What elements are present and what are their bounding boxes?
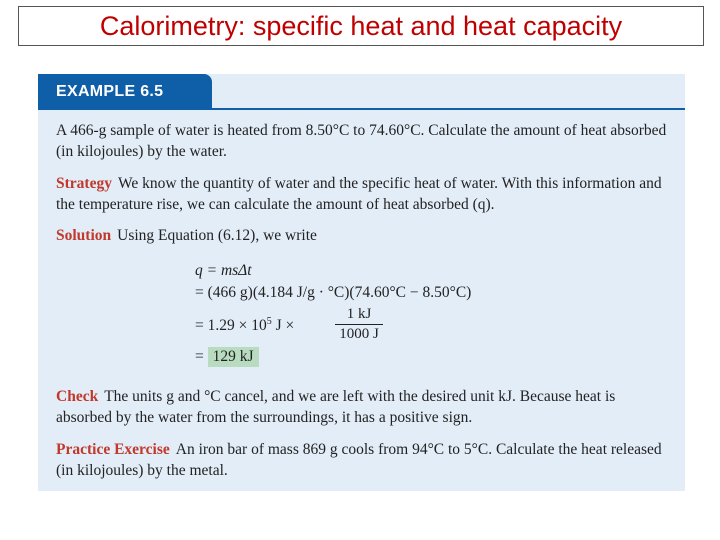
fraction-bar (335, 324, 383, 325)
eq4-prefix: = (195, 348, 204, 365)
practice-text: An iron bar of mass 869 g cools from 94°C to 5°C. Calculate the heat released (in kilojoules) by the metal. (56, 441, 662, 479)
strategy-label: Strategy (56, 175, 112, 192)
fraction-denominator: 1000 J (339, 326, 379, 342)
example-header-label: EXAMPLE 6.5 (56, 83, 164, 100)
solution-text: Using Equation (6.12), we write (117, 227, 317, 244)
eq3-prefix: = 1.29 × 10 (195, 317, 267, 335)
solution-label: Solution (56, 227, 112, 244)
fraction-numerator: 1 kJ (346, 306, 372, 322)
eq3-suffix: J × (271, 317, 295, 335)
example-header (38, 74, 212, 110)
check-paragraph (56, 386, 668, 428)
unit-fraction (335, 306, 383, 343)
equation-line-1 (195, 262, 252, 280)
check-text: The units g and °C cancel, and we are left with the desired unit kJ. Because heat is absorbed by the water from the surroundings, it has a positive sign. (56, 388, 616, 426)
strategy-paragraph (56, 173, 668, 215)
eq3-exponent: 5 (266, 316, 272, 327)
equation-line-2: = (466 g)(4.184 J/g · °C)(74.60°C − 8.50°C) (195, 284, 472, 301)
equation-line-4 (195, 347, 259, 367)
example-panel (38, 74, 685, 491)
problem-text: A 466-g sample of water is heated from 8.50°C to 74.60°C. Calculate the amount of heat absorbed (in kilojoules) by the water. (56, 122, 667, 160)
practice-label: Practice Exercise (56, 441, 170, 458)
equation-line-3 (195, 316, 294, 335)
strategy-text: We know the quantity of water and the specific heat of water. With this information and the temperature rise, we can calculate the amount of heat absorbed (q). (56, 175, 662, 213)
solution-paragraph (56, 225, 668, 246)
practice-paragraph (56, 439, 668, 481)
answer-highlight: 129 kJ (208, 347, 259, 367)
eq1-text: q = msΔt (195, 262, 252, 279)
check-label: Check (56, 388, 99, 405)
slide-title: Calorimetry: specific heat and heat capacity (18, 6, 704, 46)
header-rule (212, 108, 685, 110)
